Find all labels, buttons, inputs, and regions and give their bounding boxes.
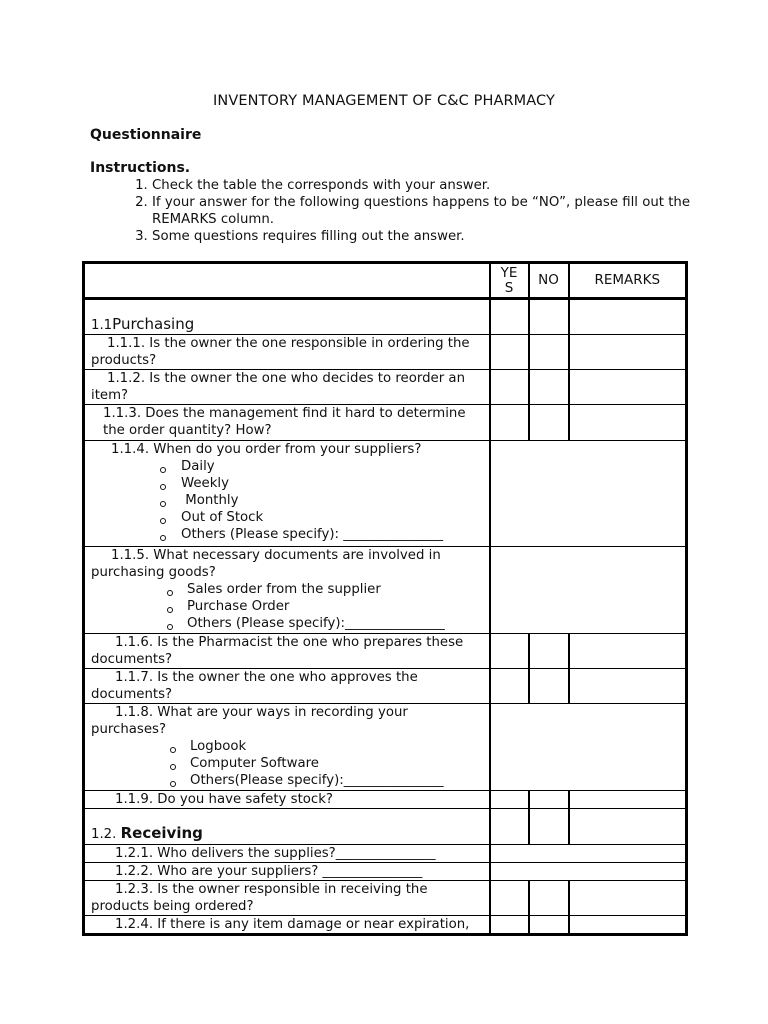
yes-checkbox[interactable] — [490, 809, 529, 845]
instruction-item: 3. Some questions requires filling out the answer. — [152, 228, 712, 245]
question-text: 1.1.1. Is the owner the one responsible in ordering the products? — [84, 335, 490, 370]
yes-checkbox[interactable] — [490, 405, 529, 441]
remarks-field[interactable] — [569, 791, 687, 809]
no-checkbox[interactable] — [529, 916, 569, 935]
no-header: NO — [529, 263, 569, 299]
question-text: 1.2.3. Is the owner responsible in receiving the products being ordered? — [84, 881, 490, 916]
yes-checkbox[interactable] — [490, 791, 529, 809]
remarks-field[interactable] — [569, 405, 687, 441]
remarks-field[interactable] — [569, 370, 687, 405]
remarks-field[interactable] — [569, 299, 687, 335]
remarks-field[interactable] — [569, 881, 687, 916]
option-item[interactable]: Daily — [181, 458, 487, 475]
remarks-field[interactable] — [569, 809, 687, 845]
option-item[interactable]: Others (Please specify):_______________ — [187, 615, 487, 632]
question-text: 1.1.3. Does the management find it hard to determine the order quantity? How? — [84, 405, 490, 441]
questionnaire-label: Questionnaire — [90, 127, 202, 143]
answer-area[interactable] — [490, 704, 687, 791]
question-text: 1.1.8. What are your ways in recording your purchases? Logbook Computer Software Others(Please specify):_______________ — [84, 704, 490, 791]
bullet-icon — [170, 764, 176, 770]
question-row — [84, 704, 687, 791]
no-checkbox[interactable] — [529, 634, 569, 669]
no-checkbox[interactable] — [529, 370, 569, 405]
yes-header: YE S — [490, 263, 529, 299]
yes-checkbox[interactable] — [490, 669, 529, 704]
question-text: 1.2.1. Who delivers the supplies?_______________ — [84, 845, 490, 863]
section-title-receiving: 1.2. Receiving — [84, 809, 490, 845]
yes-checkbox[interactable] — [490, 916, 529, 935]
remarks-field[interactable] — [569, 335, 687, 370]
question-text: 1.1.5. What necessary documents are involved in purchasing goods? Sales order from the supplier Purchase Order Others (Please specify):_______________ — [84, 547, 490, 634]
question-text: 1.2.4. If there is any item damage or near expiration, — [84, 916, 490, 935]
option-item[interactable]: Out of Stock — [181, 509, 487, 526]
no-checkbox[interactable] — [529, 809, 569, 845]
option-item[interactable]: Monthly — [181, 492, 487, 509]
yes-checkbox[interactable] — [490, 335, 529, 370]
questionnaire-table — [82, 261, 688, 936]
remarks-field[interactable] — [569, 634, 687, 669]
bullet-icon — [160, 467, 166, 473]
option-item[interactable]: Weekly — [181, 475, 487, 492]
answer-area[interactable] — [490, 441, 687, 547]
bullet-icon — [160, 518, 166, 524]
question-row — [84, 669, 687, 704]
no-checkbox[interactable] — [529, 669, 569, 704]
question-text: 1.1.9. Do you have safety stock? — [84, 791, 490, 809]
remarks-field[interactable] — [569, 916, 687, 935]
option-item[interactable]: Sales order from the supplier — [187, 581, 487, 598]
question-row — [84, 547, 687, 634]
no-checkbox[interactable] — [529, 405, 569, 441]
remarks-header: REMARKS — [569, 263, 687, 299]
section-row-purchasing — [84, 299, 687, 335]
remarks-field[interactable] — [569, 669, 687, 704]
question-row — [84, 634, 687, 669]
no-checkbox[interactable] — [529, 299, 569, 335]
question-text: 1.1.6. Is the Pharmacist the one who prepares these documents? — [84, 634, 490, 669]
section-row-receiving — [84, 809, 687, 845]
option-item[interactable]: Computer Software — [190, 755, 487, 772]
option-item[interactable]: Others(Please specify):_______________ — [190, 772, 487, 789]
option-list — [91, 581, 487, 632]
page-title: INVENTORY MANAGEMENT OF C&C PHARMACY — [213, 93, 555, 109]
bullet-icon — [167, 607, 173, 613]
question-text: 1.1.7. Is the owner the one who approves the documents? — [84, 669, 490, 704]
yes-checkbox[interactable] — [490, 881, 529, 916]
bullet-icon — [170, 781, 176, 787]
question-row — [84, 441, 687, 547]
question-text: 1.1.2. Is the owner the one who decides to reorder an item? — [84, 370, 490, 405]
option-list — [91, 458, 487, 543]
option-list — [91, 738, 487, 789]
bullet-icon — [170, 747, 176, 753]
header-row — [84, 263, 687, 299]
question-row — [84, 370, 687, 405]
option-item[interactable]: Logbook — [190, 738, 487, 755]
bullet-icon — [167, 624, 173, 630]
no-checkbox[interactable] — [529, 791, 569, 809]
question-header-cell — [84, 263, 490, 299]
question-row — [84, 863, 687, 881]
question-row — [84, 405, 687, 441]
option-item[interactable]: Others (Please specify): _______________ — [181, 526, 487, 543]
question-text: 1.2.2. Who are your suppliers? _______________ — [84, 863, 490, 881]
bullet-icon — [160, 501, 166, 507]
option-item[interactable]: Purchase Order — [187, 598, 487, 615]
yes-checkbox[interactable] — [490, 299, 529, 335]
instructions-list — [120, 177, 712, 245]
yes-checkbox[interactable] — [490, 634, 529, 669]
yes-checkbox[interactable] — [490, 370, 529, 405]
section-title-purchasing: 1.1Purchasing — [84, 299, 490, 335]
answer-area[interactable] — [490, 863, 687, 881]
answer-area[interactable] — [490, 845, 687, 863]
question-row — [84, 335, 687, 370]
no-checkbox[interactable] — [529, 335, 569, 370]
instruction-item: 1. Check the table the corresponds with your answer. — [152, 177, 712, 194]
instructions-label: Instructions. — [90, 160, 191, 176]
question-row — [84, 881, 687, 916]
instruction-item: 2. If your answer for the following questions happens to be “NO”, please fill out the REMARKS column. — [152, 194, 712, 228]
bullet-icon — [160, 484, 166, 490]
question-row — [84, 791, 687, 809]
question-text: 1.1.4. When do you order from your suppliers? Daily Weekly Monthly Out of Stock Others (Please specify): _______________ — [84, 441, 490, 547]
bullet-icon — [160, 535, 166, 541]
question-row — [84, 845, 687, 863]
no-checkbox[interactable] — [529, 881, 569, 916]
bullet-icon — [167, 590, 173, 596]
answer-area[interactable] — [490, 547, 687, 634]
question-row — [84, 916, 687, 935]
